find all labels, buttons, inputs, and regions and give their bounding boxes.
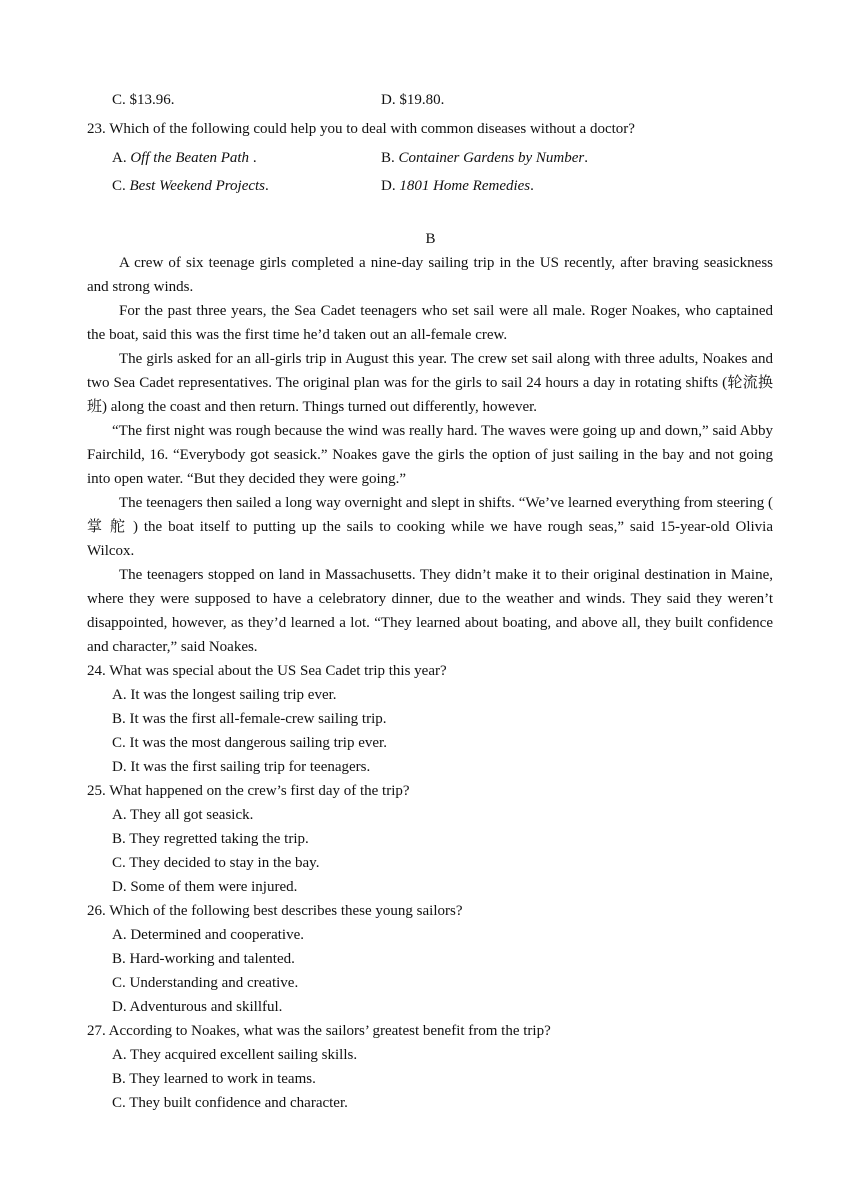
q26-option-c: C. Understanding and creative. <box>112 975 299 991</box>
book-title: Off the Beaten Path <box>130 150 250 166</box>
q24-stem: 24. What was special about the US Sea Cadet trip this year? <box>87 663 447 679</box>
q25-option-c: C. They decided to stay in the bay. <box>112 855 320 871</box>
q22-option-c: C. $13.96. <box>112 92 175 108</box>
passage-paragraph: The teenagers stopped on land in Massachusetts. They didn’t make it to their original destination in Maine, where they were supposed to have a celebratory dinner, due to the weather and winds. They said they weren’t disappointed, however, as they’d learned a lot. “They learned about boating, and above all, they built confidence and character,” said Noakes. <box>87 567 773 655</box>
option-letter: C. <box>112 178 130 194</box>
option-letter: A. <box>112 150 131 166</box>
q23-option-a <box>112 149 257 167</box>
section-heading: B <box>425 231 436 247</box>
option-letter: D. <box>381 178 400 194</box>
option-letter: B. <box>381 150 399 166</box>
option-punctuation: . <box>265 178 269 194</box>
passage-paragraph: For the past three years, the Sea Cadet teenagers who set sail were all male. Roger Noakes, who captained the boat, said this was the first time he’d taken out an all-female crew. <box>87 303 773 343</box>
q26-option-d: D. Adventurous and skillful. <box>112 999 283 1015</box>
q23-option-d <box>381 177 534 195</box>
q23-stem: 23. Which of the following could help you to deal with common diseases without a doctor? <box>87 121 635 137</box>
q25-stem: 25. What happened on the crew’s first day of the trip? <box>87 783 410 799</box>
q27-option-b: B. They learned to work in teams. <box>112 1071 316 1087</box>
book-title: Container Gardens by Number <box>398 150 585 166</box>
passage-paragraph: The teenagers then sailed a long way overnight and slept in shifts. “We’ve learned everything from steering ( 掌 舵 ) the boat itself to putting up the sails to cooking while we have rough seas,” said 15-year-old Olivia Wilcox. <box>87 495 773 559</box>
passage-paragraph: The girls asked for an all-girls trip in August this year. The crew set sail along with three adults, Noakes and two Sea Cadet representatives. The original plan was for the girls to sail 24 hours a day in rotating shifts (轮流换班) along the coast and then return. Things turned out differently, however. <box>87 351 773 415</box>
q26-option-a: A. Determined and cooperative. <box>112 927 305 943</box>
q27-option-a: A. They acquired excellent sailing skills. <box>112 1047 358 1063</box>
q24-option-b: B. It was the first all-female-crew sailing trip. <box>112 711 387 727</box>
q23-option-c <box>112 177 269 195</box>
option-punctuation: . <box>249 150 257 166</box>
book-title: 1801 Home Remedies <box>399 178 531 194</box>
q24-option-c: C. It was the most dangerous sailing trip ever. <box>112 735 387 751</box>
passage-paragraph: “The first night was rough because the wind was really hard. The waves were going up and down,” said Abby Fairchild, 16. “Everybody got seasick.” Noakes gave the girls the option of just sailing in the bay and not going into open water. “But they decided they were going.” <box>87 423 773 487</box>
passage-paragraph: A crew of six teenage girls completed a nine-day sailing trip in the US recently, after braving seasickness and strong winds. <box>87 255 773 295</box>
q25-option-b: B. They regretted taking the trip. <box>112 831 309 847</box>
q23-option-b <box>381 149 588 167</box>
q26-stem: 26. Which of the following best describes these young sailors? <box>87 903 463 919</box>
q25-option-a: A. They all got seasick. <box>112 807 254 823</box>
q24-option-a: A. It was the longest sailing trip ever. <box>112 687 337 703</box>
option-punctuation: . <box>530 178 534 194</box>
q27-stem: 27. According to Noakes, what was the sailors’ greatest benefit from the trip? <box>87 1023 551 1039</box>
book-title: Best Weekend Projects <box>129 178 266 194</box>
q22-option-d: D. $19.80. <box>381 92 445 108</box>
option-punctuation: . <box>584 150 588 166</box>
q27-option-c: C. They built confidence and character. <box>112 1095 348 1111</box>
q25-option-d: D. Some of them were injured. <box>112 879 298 895</box>
q24-option-d: D. It was the first sailing trip for teenagers. <box>112 759 371 775</box>
q26-option-b: B. Hard-working and talented. <box>112 951 295 967</box>
